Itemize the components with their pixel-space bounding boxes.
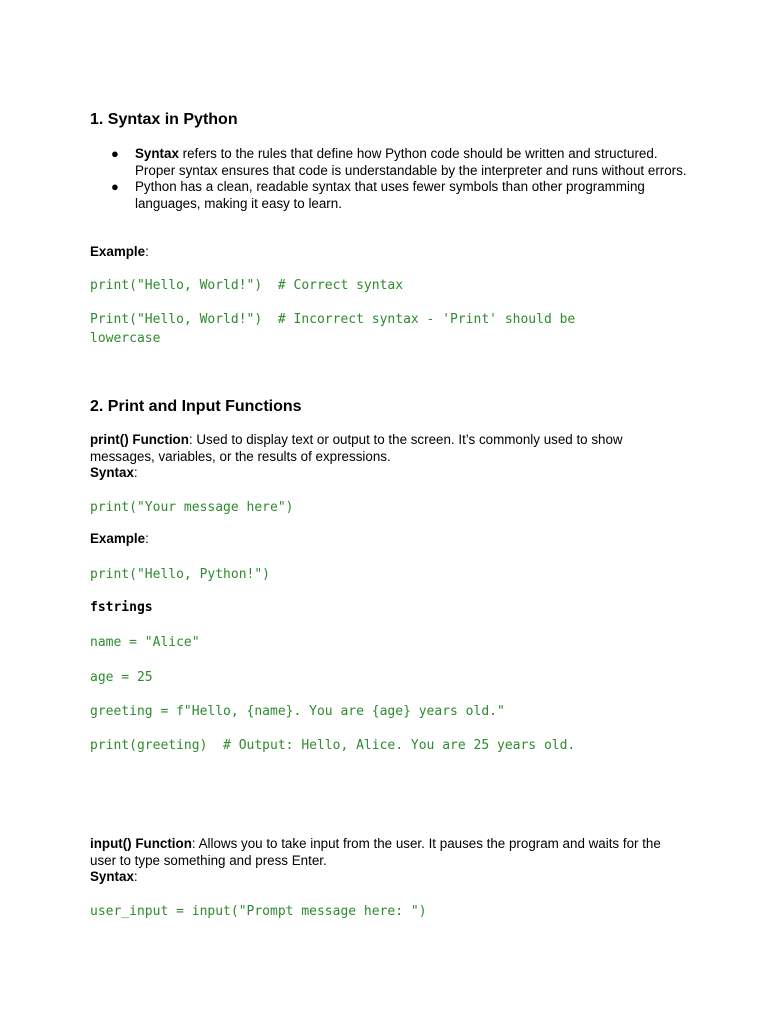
code-fstring-line: name = "Alice": [90, 635, 200, 650]
print-function-description: print() Function: Used to display text or output to the screen. It’s commonly used to show messages, variables, or the results of expressions.: [90, 432, 623, 464]
input-function-description: input() Function: Allows you to take input from the user. It pauses the program and waits for the user to type something and press Enter.: [90, 836, 661, 868]
syntax-bullet-list: [90, 146, 690, 212]
section-heading-syntax: 1. Syntax in Python: [90, 111, 238, 128]
bullet-item: [90, 179, 690, 212]
print-example-label: Example:: [90, 531, 149, 546]
code-correct-syntax: print("Hello, World!") # Correct syntax: [90, 278, 404, 293]
print-syntax-label: Syntax:: [90, 465, 138, 480]
input-syntax-label: Syntax:: [90, 869, 138, 884]
bullet-text: refers to the rules that define how Python code should be written and structured. Proper syntax ensures that code is understandable by the interpreter and runs without errors.: [135, 146, 687, 178]
bullet-dot-icon: ●: [111, 179, 119, 194]
code-fstring-line: print(greeting) # Output: Hello, Alice. You are 25 years old.: [90, 738, 576, 753]
code-fstring-line: greeting = f"Hello, {name}. You are {age} years old.": [90, 704, 505, 719]
bullet-dot-icon: ●: [111, 146, 119, 161]
code-input-syntax: user_input = input("Prompt message here: "): [90, 904, 427, 919]
code-fstring-line: age = 25: [90, 670, 153, 685]
code-print-syntax: print("Your message here"): [90, 500, 294, 515]
bullet-text: Python has a clean, readable syntax that uses fewer symbols than other programming languages, making it easy to learn.: [135, 179, 645, 211]
fstrings-label: fstrings: [90, 600, 153, 615]
code-incorrect-syntax: Print("Hello, World!") # Incorrect syntax - 'Print' should be lowercase: [90, 312, 576, 346]
example-label: Example:: [90, 244, 149, 259]
code-print-example: print("Hello, Python!"): [90, 567, 271, 582]
bullet-bold-term: Syntax: [135, 146, 179, 161]
bullet-item: [90, 146, 690, 179]
section-heading-print-input: 2. Print and Input Functions: [90, 398, 302, 415]
